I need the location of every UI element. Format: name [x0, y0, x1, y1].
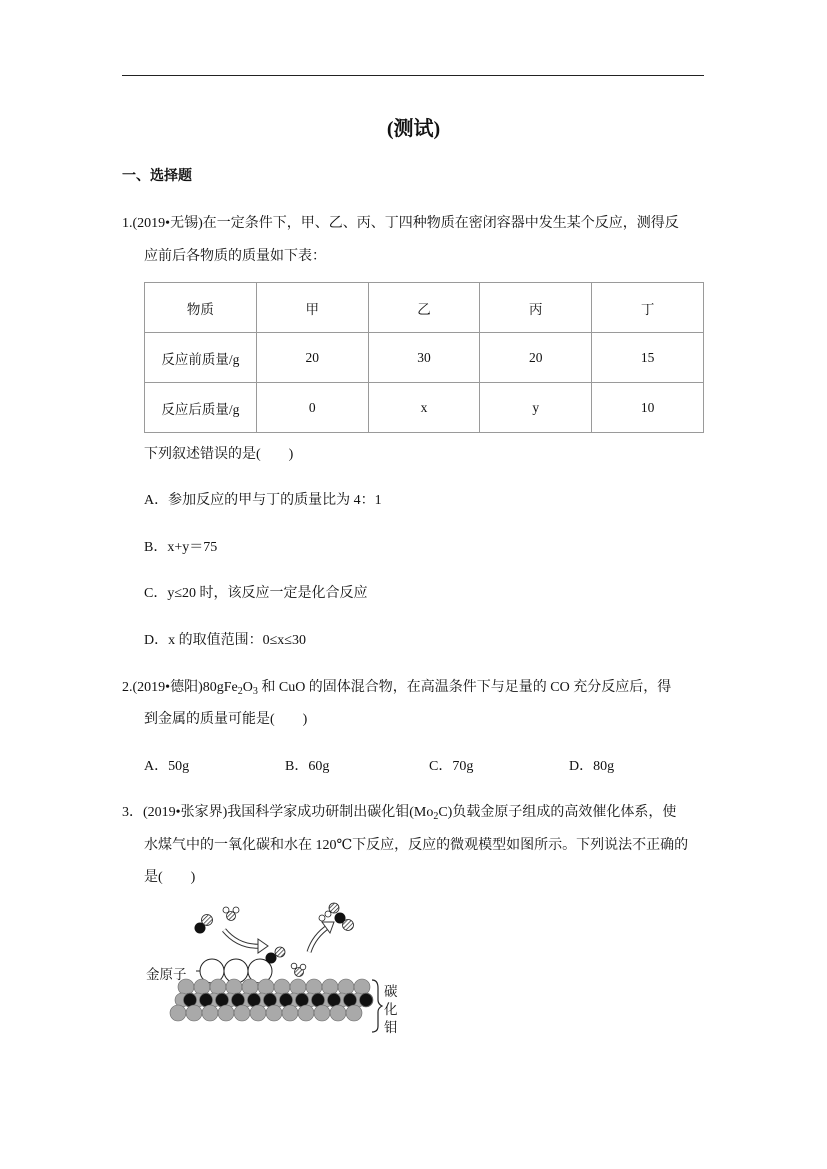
- molybdenum-atom: [266, 1005, 282, 1021]
- table-cell: 10: [592, 383, 704, 433]
- q1-option-c: C．y≤20 时，该反应一定是化合反应: [144, 586, 368, 601]
- q2-option-d: D．80g: [569, 759, 615, 774]
- molybdenum-atom: [322, 979, 338, 995]
- molybdenum-atom: [306, 979, 322, 995]
- header-rule: [122, 75, 704, 76]
- carbon-atom: [328, 994, 341, 1007]
- q2-option-a: A．50g: [144, 759, 190, 774]
- molybdenum-atom: [234, 1005, 250, 1021]
- gold-atoms-group: [196, 947, 306, 983]
- reactant-molecules-group: [195, 907, 240, 934]
- molybdenum-atom: [330, 1005, 346, 1021]
- table-cell: 反应前质量/g: [145, 333, 257, 383]
- table-cell: 15: [592, 333, 704, 383]
- carbon-atom: [184, 994, 197, 1007]
- q2-option-c: C．70g: [429, 759, 474, 774]
- arrow-down-icon: [224, 930, 268, 953]
- table-cell: y: [480, 383, 592, 433]
- table-cell: 物质: [145, 283, 257, 333]
- carbon-atom: [312, 994, 325, 1007]
- molybdenum-atom: [226, 979, 242, 995]
- page-title: (测试): [386, 118, 441, 140]
- molybdenum-atom: [282, 1005, 298, 1021]
- section-heading: 一、选择题: [122, 169, 192, 184]
- q1-option-a: A．参加反应的甲与丁的质量比为 4：1: [144, 493, 382, 508]
- molybdenum-atom: [298, 1005, 314, 1021]
- carbon-atom: [216, 994, 229, 1007]
- carrier-bracket: [372, 980, 382, 1032]
- q1-stem-line2: 应前后各物质的质量如下表：: [144, 249, 326, 264]
- molybdenum-atom: [274, 979, 290, 995]
- q3-stem-line1: 3．(2019•张家界)我国科学家成功研制出碳化钼$(Mo_2C)$负载金原子组成的高效催化体系，使: [122, 805, 677, 822]
- q1-prompt: 下列叙述错误的是( ): [144, 447, 294, 462]
- carbon-atom: [280, 994, 293, 1007]
- molybdenum-atom: [250, 1005, 266, 1021]
- q2-stem-line1: 2.(2019•德阳)$80gFe_2O_3$ 和 CuO 的固体混合物，在高温条件下与足量的 CO 充分反应后，得: [122, 680, 672, 697]
- molybdenum-atom: [194, 979, 210, 995]
- carbon-atom: [360, 994, 373, 1007]
- table-cell: 20: [256, 333, 368, 383]
- table-row: [145, 333, 704, 383]
- table-cell: 0: [256, 383, 368, 433]
- table-cell: 20: [480, 333, 592, 383]
- molybdenum-atom: [346, 1005, 362, 1021]
- table-header-row: [145, 283, 704, 333]
- molybdenum-atom: [354, 979, 370, 995]
- table-cell: 反应后质量/g: [145, 383, 257, 433]
- table-cell: 丁: [592, 283, 704, 333]
- molybdenum-atom: [258, 979, 274, 995]
- q1-stem-line1: 1.(2019•无锡)在一定条件下，甲、乙、丙、丁四种物质在密闭容器中发生某个反应，测得反: [122, 216, 679, 231]
- arrow-up-icon: [309, 922, 334, 952]
- molybdenum-atom: [314, 1005, 330, 1021]
- molybdenum-atom: [338, 979, 354, 995]
- q1-mass-table: [144, 282, 704, 433]
- molybdenum-atom: [210, 979, 226, 995]
- table-cell: x: [368, 383, 480, 433]
- table-row: [145, 383, 704, 433]
- table-cell: 30: [368, 333, 480, 383]
- carbon-atom: [200, 994, 213, 1007]
- q2-stem-line2: 到金属的质量可能是( ): [144, 712, 308, 727]
- q1-option-b: B．x+y＝75: [144, 540, 218, 555]
- carrier-label-2: 化: [384, 1002, 398, 1018]
- gold-atom-label: 金原子: [146, 967, 187, 983]
- molybdenum-atom: [170, 1005, 186, 1021]
- carbon-atom: [264, 994, 277, 1007]
- carbon-atom: [296, 994, 309, 1007]
- catalyst-micro-model-figure: [144, 898, 424, 1038]
- q3-stem-line3: 是( ): [144, 870, 196, 885]
- carrier-label-3: 钼: [384, 1020, 398, 1036]
- molybdenum-atom: [202, 1005, 218, 1021]
- molybdenum-atom: [290, 979, 306, 995]
- q2-option-b: B．60g: [285, 759, 330, 774]
- table-cell: 甲: [256, 283, 368, 333]
- molybdenum-atom: [218, 1005, 234, 1021]
- product-molecules-group: [319, 903, 354, 931]
- table-cell: 丙: [480, 283, 592, 333]
- molybdenum-atom: [186, 1005, 202, 1021]
- carbon-atom: [248, 994, 261, 1007]
- table-cell: 乙: [368, 283, 480, 333]
- carbon-atom: [344, 994, 357, 1007]
- q3-stem-line2: 水煤气中的一氧化碳和水在 120℃下反应，反应的微观模型如图所示。下列说法不正确的: [144, 838, 689, 853]
- carbon-atom: [232, 994, 245, 1007]
- q1-option-d: D．x 的取值范围：0≤x≤30: [144, 633, 306, 648]
- carrier-label-1: 碳: [384, 984, 398, 1000]
- molybdenum-atom: [242, 979, 258, 995]
- molybdenum-carbide-layer: [170, 979, 373, 1021]
